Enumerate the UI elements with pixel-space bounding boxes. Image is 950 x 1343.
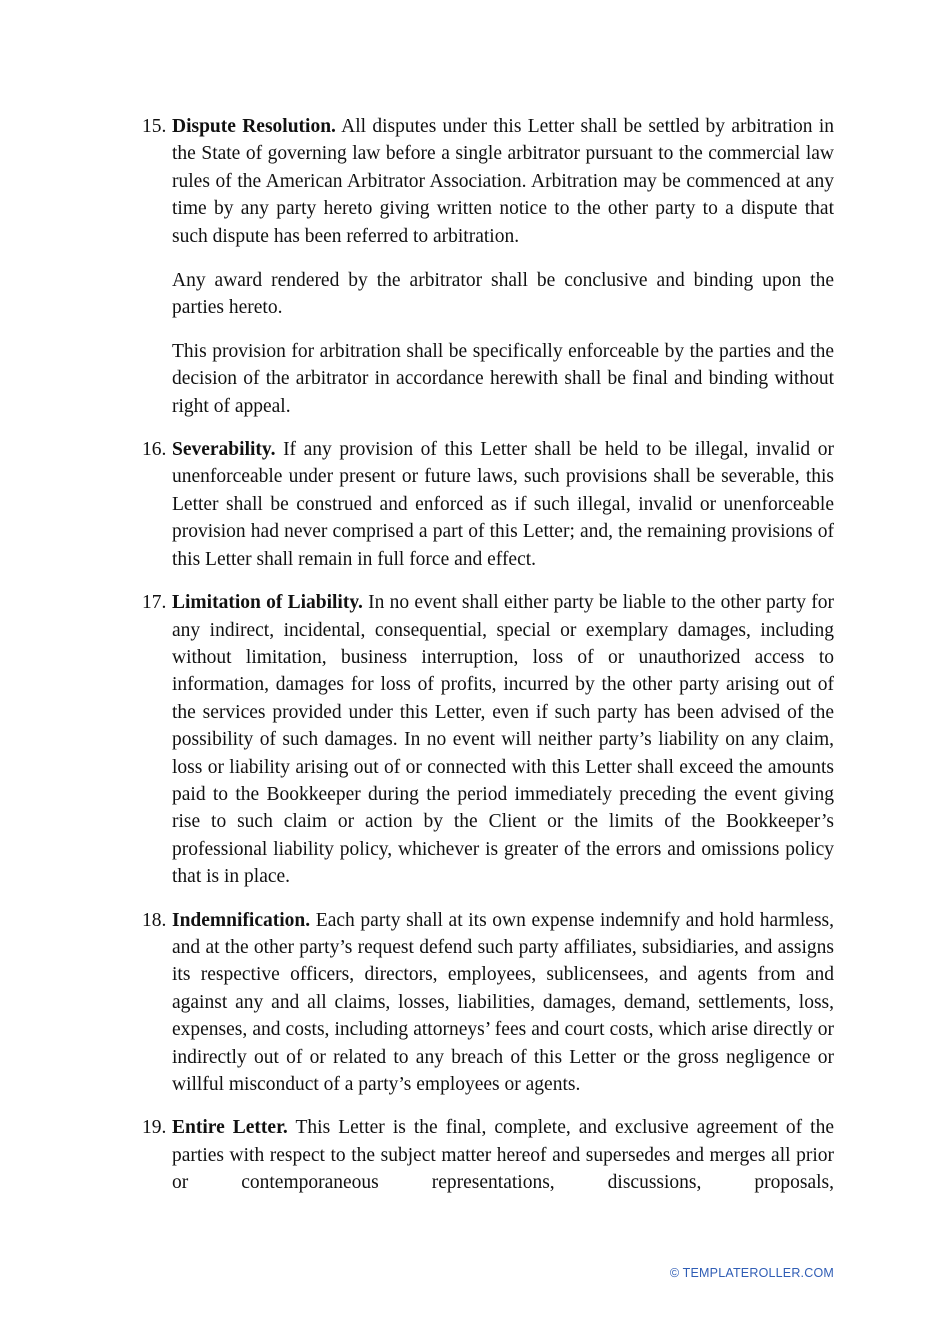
clause-paragraph [172,113,834,250]
clause-16 [142,436,835,573]
clause-title: Indemnification. [172,909,311,931]
clause-number: 19. [142,1117,167,1139]
clause-title: Severability. [172,439,276,461]
clause-number: 17. [142,592,167,614]
clause-title: Limitation of Liability. [172,592,363,614]
clause-15 [142,113,834,420]
clause-paragraph: Any award rendered by the arbitrator shall be conclusive and binding upon the parties hereto. [172,269,834,318]
clause-paragraph [172,589,834,890]
clause-18 [142,907,835,1099]
clause-text: If any provision of this Letter shall be held to be illegal, invalid or unenforceable under present or future laws, such provisions shall be severable, this Letter shall be construed and enforced as if such illegal, invalid or unenforceable provision had never comprised a part of this Letter; and, the remaining provisions of this Letter shall remain in full force and effect. [172,439,835,570]
clause-title: Dispute Resolution. [172,116,336,137]
clause-title: Entire Letter. [172,1117,288,1139]
clause-17 [142,589,834,890]
clause-number: 16. [142,439,167,461]
clause-paragraph [172,1114,834,1196]
clause-19 [142,1114,835,1196]
clause-paragraph [172,907,834,1099]
clause-text: Each party shall at its own expense indemnify and hold harmless, and at the other party’s request defend such party affiliates, subsidiaries, and assigns its respective officers, directors, employees, sublicensees, and agents from and against any and all claims, losses, liabilities, damages, demand, settlements, loss, expenses, and costs, including attorneys’ fees and court costs, which arise directly or indirectly out of or related to any breach of this Letter or the gross negligence or willful misconduct of a party’s employees or agents. [172,909,835,1095]
clause-text: All disputes under this Letter shall be settled by arbitration in the State of governing law before a single arbitrator pursuant to the commercial law rules of the American Arbitrator Association. Arbitration may be commenced at any time by any party hereto giving written notice to the other party to a dispute that such dispute has been referred to arbitration. [172,116,834,247]
clause-paragraph [172,436,834,573]
clause-paragraph: This provision for arbitration shall be specifically enforceable by the parties and the decision of the arbitrator in accordance herewith shall be final and binding without right of appeal. [172,340,834,417]
clause-number: 15. [142,116,167,137]
clause-number: 18. [142,909,167,931]
clause-text: This Letter is the final, complete, and exclusive agreement of the parties with respect to the subject matter hereof and supersedes and merges all prior or contemporaneous representations, discussions, proposals, [172,1117,835,1194]
clause-text: In no event shall either party be liable to the other party for any indirect, incidental, consequential, special or exemplary damages, including without limitation, business interruption, loss of or unauthorized access to information, damages for loss of profits, incurred by the other party arising out of the services provided under this Letter, even if such party has been advised of the possibility of such damages. In no event will neither party’s liability on any claim, loss or liability arising out of or connected with this Letter shall exceed the amounts paid to the Bookkeeper during the period immediately preceding the event giving rise to such claim or action by the Client or the limits of the Bookkeeper’s professional liability policy, whichever is greater of the errors and omissions policy that is in place. [172,592,834,888]
clause-list [142,113,835,1213]
footer-copyright-link[interactable]: © TEMPLATEROLLER.COM [669,1266,834,1280]
